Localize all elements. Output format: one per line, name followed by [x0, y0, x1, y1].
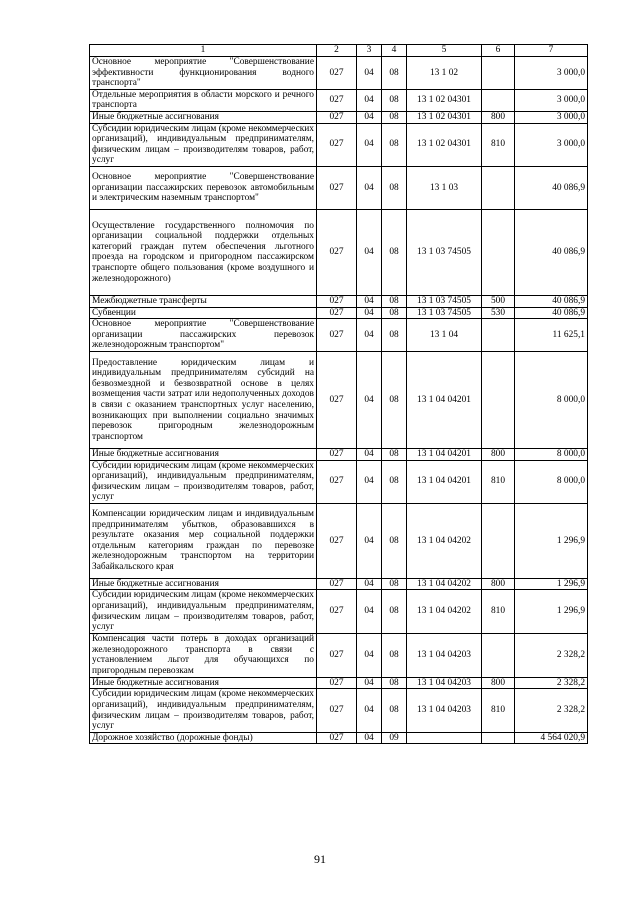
row-value-cell: 04	[357, 123, 382, 166]
row-value-cell: 3 000,0	[515, 89, 588, 111]
row-value-cell: 027	[317, 123, 357, 166]
row-value-cell: 027	[317, 209, 357, 295]
row-value-cell: 800	[482, 677, 515, 689]
row-value-cell: 40 086,9	[515, 166, 588, 209]
row-value-cell: 027	[317, 307, 357, 319]
row-value-cell: 027	[317, 89, 357, 111]
row-value-cell: 04	[357, 448, 382, 460]
row-name-cell: Дорожное хозяйство (дорожные фонды)	[90, 732, 317, 744]
row-value-cell: 13 1 03 74505	[407, 307, 482, 319]
row-value-cell: 027	[317, 689, 357, 732]
table-row	[90, 57, 588, 90]
table-row	[90, 448, 588, 460]
row-value-cell: 8 000,0	[515, 460, 588, 503]
row-value-cell: 13 1 04 04203	[407, 633, 482, 677]
row-value-cell: 08	[382, 295, 407, 307]
row-value-cell: 13 1 04 04202	[407, 503, 482, 578]
row-name-cell: Иные бюджетные ассигнования	[90, 677, 317, 689]
row-name-cell: Субсидии юридическим лицам (кроме некоммерческих организаций), индивидуальным предпринимателям, физическим лицам – производителям товаров, работ, услуг	[90, 689, 317, 732]
row-value-cell: 8 000,0	[515, 448, 588, 460]
table-row	[90, 633, 588, 677]
row-value-cell	[482, 351, 515, 448]
row-value-cell	[482, 319, 515, 352]
row-name-cell: Субвенции	[90, 307, 317, 319]
table-row	[90, 89, 588, 111]
row-value-cell: 04	[357, 209, 382, 295]
table-row	[90, 166, 588, 209]
row-value-cell: 027	[317, 460, 357, 503]
row-value-cell: 08	[382, 123, 407, 166]
row-value-cell: 027	[317, 732, 357, 744]
row-value-cell	[407, 732, 482, 744]
header-cell: 2	[317, 45, 357, 57]
row-value-cell: 13 1 04 04201	[407, 460, 482, 503]
row-name-cell: Компенсация части потерь в доходах организаций железнодорожного транспорта в связи с установлением льгот для обучающихся по пригородным перевозкам	[90, 633, 317, 677]
row-value-cell: 40 086,9	[515, 295, 588, 307]
row-value-cell: 40 086,9	[515, 307, 588, 319]
row-value-cell: 09	[382, 732, 407, 744]
row-name-cell: Иные бюджетные ассигнования	[90, 111, 317, 123]
row-value-cell: 04	[357, 57, 382, 90]
header-cell: 5	[407, 45, 482, 57]
row-value-cell: 04	[357, 111, 382, 123]
row-value-cell: 027	[317, 448, 357, 460]
row-value-cell: 2 328,2	[515, 633, 588, 677]
row-value-cell: 08	[382, 351, 407, 448]
header-row	[90, 45, 588, 57]
row-value-cell: 08	[382, 111, 407, 123]
row-value-cell: 11 625,1	[515, 319, 588, 352]
row-value-cell: 13 1 04 04203	[407, 689, 482, 732]
row-value-cell: 810	[482, 689, 515, 732]
budget-table	[89, 44, 588, 744]
row-value-cell: 4 564 020,9	[515, 732, 588, 744]
row-name-cell: Осуществление государственного полномочия по организации социальной поддержки отдельных категорий граждан путем обеспечения льготного проезда на городском и пригородном пассажирском транспорте общего пользования (кроме воздушного и железнодорожного)	[90, 209, 317, 295]
row-value-cell: 13 1 03 74505	[407, 209, 482, 295]
row-value-cell: 027	[317, 578, 357, 590]
row-value-cell	[482, 633, 515, 677]
header-cell: 4	[382, 45, 407, 57]
row-value-cell: 08	[382, 448, 407, 460]
row-value-cell: 1 296,9	[515, 590, 588, 633]
row-value-cell: 13 1 04	[407, 319, 482, 352]
table-row	[90, 590, 588, 633]
row-name-cell: Субсидии юридическим лицам (кроме некоммерческих организаций), индивидуальным предпринимателям, физическим лицам – производителям товаров, работ, услуг	[90, 590, 317, 633]
row-value-cell: 027	[317, 351, 357, 448]
row-value-cell: 027	[317, 590, 357, 633]
row-value-cell: 40 086,9	[515, 209, 588, 295]
row-value-cell: 13 1 03 74505	[407, 295, 482, 307]
row-value-cell: 13 1 03	[407, 166, 482, 209]
row-value-cell: 3 000,0	[515, 123, 588, 166]
row-value-cell	[482, 209, 515, 295]
table-row	[90, 123, 588, 166]
row-value-cell: 530	[482, 307, 515, 319]
row-name-cell: Иные бюджетные ассигнования	[90, 578, 317, 590]
row-value-cell: 08	[382, 307, 407, 319]
row-value-cell: 04	[357, 633, 382, 677]
row-value-cell: 810	[482, 123, 515, 166]
table-row	[90, 689, 588, 732]
table-row	[90, 351, 588, 448]
table-row	[90, 307, 588, 319]
table-row	[90, 319, 588, 352]
row-value-cell: 13 1 04 04203	[407, 677, 482, 689]
row-value-cell	[482, 166, 515, 209]
row-name-cell: Основное мероприятие "Совершенствование организации пассажирских перевозок железнодорожным транспортом"	[90, 319, 317, 352]
row-value-cell: 800	[482, 578, 515, 590]
table-row	[90, 209, 588, 295]
table-row	[90, 460, 588, 503]
row-value-cell: 08	[382, 503, 407, 578]
row-value-cell: 3 000,0	[515, 111, 588, 123]
row-value-cell: 027	[317, 633, 357, 677]
row-value-cell: 027	[317, 295, 357, 307]
row-value-cell: 08	[382, 689, 407, 732]
row-value-cell: 2 328,2	[515, 689, 588, 732]
row-value-cell: 027	[317, 677, 357, 689]
row-value-cell: 13 1 02	[407, 57, 482, 90]
row-value-cell: 08	[382, 319, 407, 352]
row-value-cell: 04	[357, 319, 382, 352]
row-value-cell: 04	[357, 295, 382, 307]
table-row	[90, 578, 588, 590]
row-value-cell: 08	[382, 633, 407, 677]
row-value-cell: 04	[357, 590, 382, 633]
row-value-cell	[482, 57, 515, 90]
row-value-cell: 04	[357, 307, 382, 319]
row-value-cell: 08	[382, 677, 407, 689]
row-name-cell: Основное мероприятие "Совершенствование организации пассажирских перевозок автомобильным и электрическим наземным транспортом"	[90, 166, 317, 209]
row-value-cell: 027	[317, 57, 357, 90]
row-value-cell: 08	[382, 578, 407, 590]
header-cell: 6	[482, 45, 515, 57]
row-value-cell	[482, 732, 515, 744]
row-value-cell: 027	[317, 503, 357, 578]
row-value-cell: 08	[382, 590, 407, 633]
row-value-cell: 13 1 04 04201	[407, 351, 482, 448]
row-value-cell: 13 1 04 04202	[407, 578, 482, 590]
row-value-cell: 13 1 04 04201	[407, 448, 482, 460]
table-row	[90, 111, 588, 123]
row-value-cell: 3 000,0	[515, 57, 588, 90]
row-value-cell: 04	[357, 689, 382, 732]
row-value-cell: 04	[357, 89, 382, 111]
row-value-cell	[482, 503, 515, 578]
row-value-cell: 13 1 02 04301	[407, 111, 482, 123]
row-value-cell: 800	[482, 448, 515, 460]
row-name-cell: Основное мероприятие "Совершенствование эффективности функционирования водного транспорта"	[90, 57, 317, 90]
row-value-cell: 13 1 02 04301	[407, 123, 482, 166]
row-value-cell: 800	[482, 111, 515, 123]
row-value-cell: 04	[357, 578, 382, 590]
row-name-cell: Отдельные мероприятия в области морского и речного транспорта	[90, 89, 317, 111]
header-cell: 3	[357, 45, 382, 57]
row-value-cell: 8 000,0	[515, 351, 588, 448]
row-value-cell: 04	[357, 460, 382, 503]
row-value-cell: 08	[382, 460, 407, 503]
row-value-cell: 027	[317, 111, 357, 123]
row-value-cell: 04	[357, 351, 382, 448]
row-value-cell: 04	[357, 677, 382, 689]
row-value-cell: 13 1 04 04202	[407, 590, 482, 633]
table-row	[90, 295, 588, 307]
row-value-cell: 04	[357, 166, 382, 209]
row-value-cell: 027	[317, 319, 357, 352]
row-value-cell: 810	[482, 460, 515, 503]
header-cell: 7	[515, 45, 588, 57]
row-value-cell: 08	[382, 166, 407, 209]
row-value-cell: 08	[382, 57, 407, 90]
row-value-cell: 1 296,9	[515, 578, 588, 590]
row-value-cell: 04	[357, 732, 382, 744]
row-value-cell	[482, 89, 515, 111]
row-value-cell: 027	[317, 166, 357, 209]
row-name-cell: Субсидии юридическим лицам (кроме некоммерческих организаций), индивидуальным предпринимателям, физическим лицам – производителям товаров, работ, услуг	[90, 460, 317, 503]
row-value-cell: 04	[357, 503, 382, 578]
row-name-cell: Субсидии юридическим лицам (кроме некоммерческих организаций), индивидуальным предпринимателям, физическим лицам – производителям товаров, работ, услуг	[90, 123, 317, 166]
header-cell: 1	[90, 45, 317, 57]
row-value-cell: 08	[382, 89, 407, 111]
row-value-cell: 08	[382, 209, 407, 295]
table-row	[90, 732, 588, 744]
table-row	[90, 503, 588, 578]
row-value-cell: 810	[482, 590, 515, 633]
table-row	[90, 677, 588, 689]
row-name-cell: Иные бюджетные ассигнования	[90, 448, 317, 460]
row-name-cell: Межбюджетные трансферты	[90, 295, 317, 307]
row-name-cell: Компенсации юридическим лицам и индивидуальным предпринимателям убытков, образовавшихся в результате оказания мер социальной поддержки отдельным категориям граждан по перевозке железнодорожным транспортом на территории Забайкальского края	[90, 503, 317, 578]
row-value-cell: 500	[482, 295, 515, 307]
page-number: 91	[314, 852, 326, 866]
row-value-cell: 1 296,9	[515, 503, 588, 578]
row-value-cell: 2 328,2	[515, 677, 588, 689]
row-value-cell: 13 1 02 04301	[407, 89, 482, 111]
row-name-cell: Предоставление юридическим лицам и индивидуальным предпринимателям субсидий на безвозмездной и безвозвратной основе в целях возмещения части затрат или недополученных доходов в связи с оказанием транспортных услуг населению, возникающих при выполнении социально значимых перевозок пригородным железнодорожным транспортом	[90, 351, 317, 448]
